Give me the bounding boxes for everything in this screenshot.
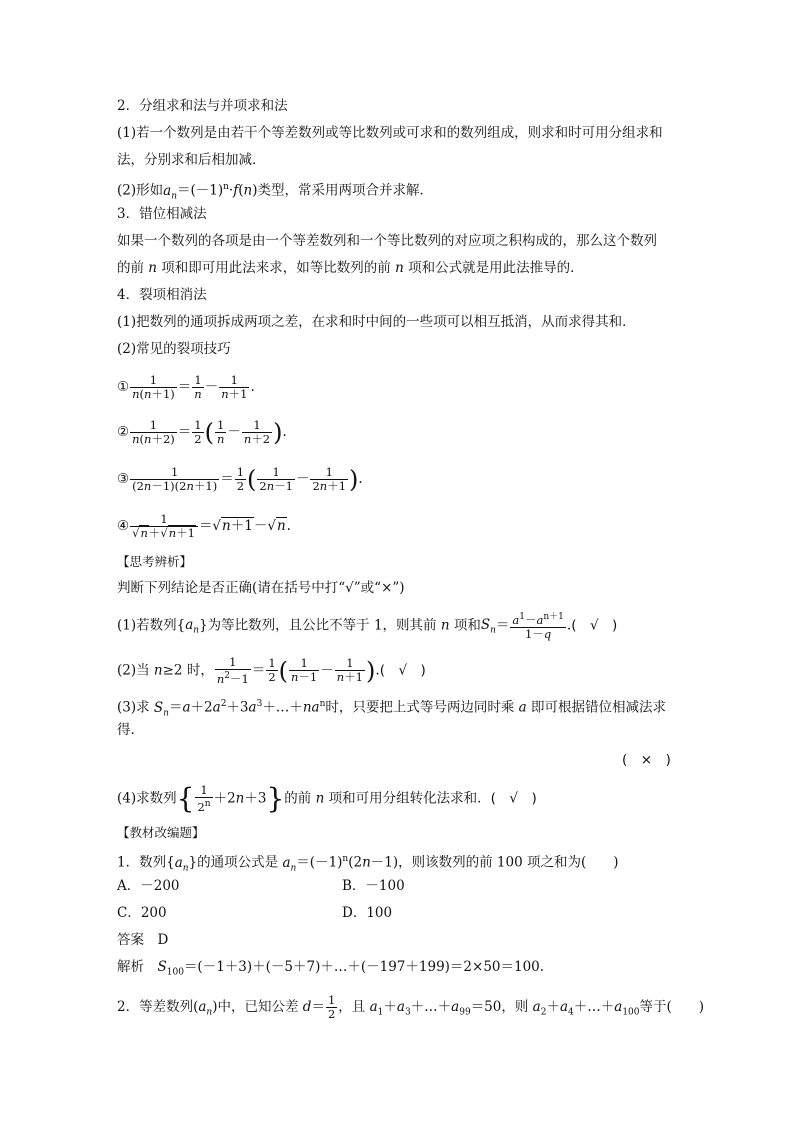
question-4: (4)求数列{ $\frac{1}{2^n}$ ＋2n＋3}的前 n 项和可用分组转化法求和．( √ ) — [117, 781, 537, 815]
section-2-para-2: (2)形如$a_n=(-1)^n\cdot f(n)$类型，常采用两项合并求解． — [117, 182, 433, 202]
option-b: B．－100 — [342, 878, 405, 894]
formula-1: ① $\frac{1}{n(n+1)}$ ＝ $\frac{1}{n}$ － $\frac{1}{n+1}$ . — [117, 373, 255, 401]
exercise-1: 1．数列$\{a_n\}$的通项公式是 $a_n=(-1)^n(2n-1)$，则该数列的前 100 项之和为( ) — [117, 854, 619, 874]
section-3-para-1: 如果一个数列的各项是由一个等差数列和一个等比数列的对应项之积构成的，那么这个数列 — [117, 233, 657, 249]
section-2-para-1b: 法，分别求和后相加减． — [117, 152, 266, 168]
section-4-para-1: (1)把数列的通项拆成两项之差，在求和时中间的一些项可以相互抵消，从而求得其和． — [117, 314, 636, 330]
question-1: (1)若数列$\{a_n\}$为等比数列，且公比不等于 1，则其前 n 项和$S_n=$ $\frac{a^1-a^{n+1}}{1-q}$ .( √ ) — [117, 612, 618, 641]
section-2-para-1a: (1)若一个数列是由若干个等差数列或等比数列或可求和的数列组成，则求和时可用分组求和 — [117, 125, 663, 141]
q1-answer: ( √ ) — [571, 617, 618, 634]
section-4-title: 4．裂项相消法 — [117, 287, 207, 303]
section-3-para-2: 的前 n 项和即可用此法来求，如等比数列的前 n 项和公式就是用此法推导的． — [117, 260, 584, 276]
section-4-para-2: (2)常见的裂项技巧 — [117, 341, 231, 357]
analysis-1: 解析 $S_{100}=(-1+3)+(-5+7)+\dots+(-197+199)=2\times 50=100$. — [117, 959, 545, 978]
exercise-2: 2．等差数列$(a_n)$中，已知公差 d＝ $\frac{1}{2}$ ，且 $a_1+a_3+\dots+a_{99}=50$，则 $a_2+a_4+\dots+a_{100}$等于( ) — [117, 993, 705, 1021]
textbook-title: 【教材改编题】 — [117, 825, 205, 840]
q4-answer: ( √ ) — [490, 790, 537, 807]
formula-2: ② $\frac{1}{n(n+2)}$ ＝ $\frac{1}{2}$ ( $\frac{1}{n}$ － $\frac{1}{n+2}$ ). — [117, 418, 287, 447]
think-intro: 判断下列结论是否正确(请在括号中打“√”或“×”) — [117, 580, 405, 596]
formula-4: ④ $\frac{1}{√n+√n+1}$ ＝√n＋1－√n. — [117, 512, 291, 540]
option-d: D．100 — [342, 905, 393, 921]
question-3: (3)求 $S_n=a+2a^2+3a^3+\dots+na^n$时，只要把上式等号两边同时乘 a 即可根据错位相减法求 — [117, 699, 667, 719]
question-2: (2)当 n≥2 时， $\frac{1}{n^2-1}$ ＝ $\frac{1}{2}$ ( $\frac{1}{n-1}$ － $\frac{1}{n+1}$ ).( √ ) — [117, 655, 426, 686]
option-c: C．200 — [117, 905, 167, 921]
section-2-title: 2．分组求和法与并项求和法 — [117, 98, 288, 114]
think-title: 【思考辨析】 — [117, 554, 193, 569]
q2-answer: ( √ ) — [379, 662, 426, 679]
formula-3: ③ $\frac{1}{(2n-1)(2n+1)}$ ＝ $\frac{1}{2}$ ( $\frac{1}{2n-1}$ － $\frac{1}{2n+1}$ ). — [117, 465, 363, 494]
question-3-cont: 得． — [117, 722, 144, 738]
q3-answer: ( × ) — [622, 752, 671, 768]
section-3-title: 3．错位相减法 — [117, 206, 207, 222]
option-a: A．－200 — [117, 878, 180, 894]
answer-1: 答案 D — [117, 932, 169, 948]
